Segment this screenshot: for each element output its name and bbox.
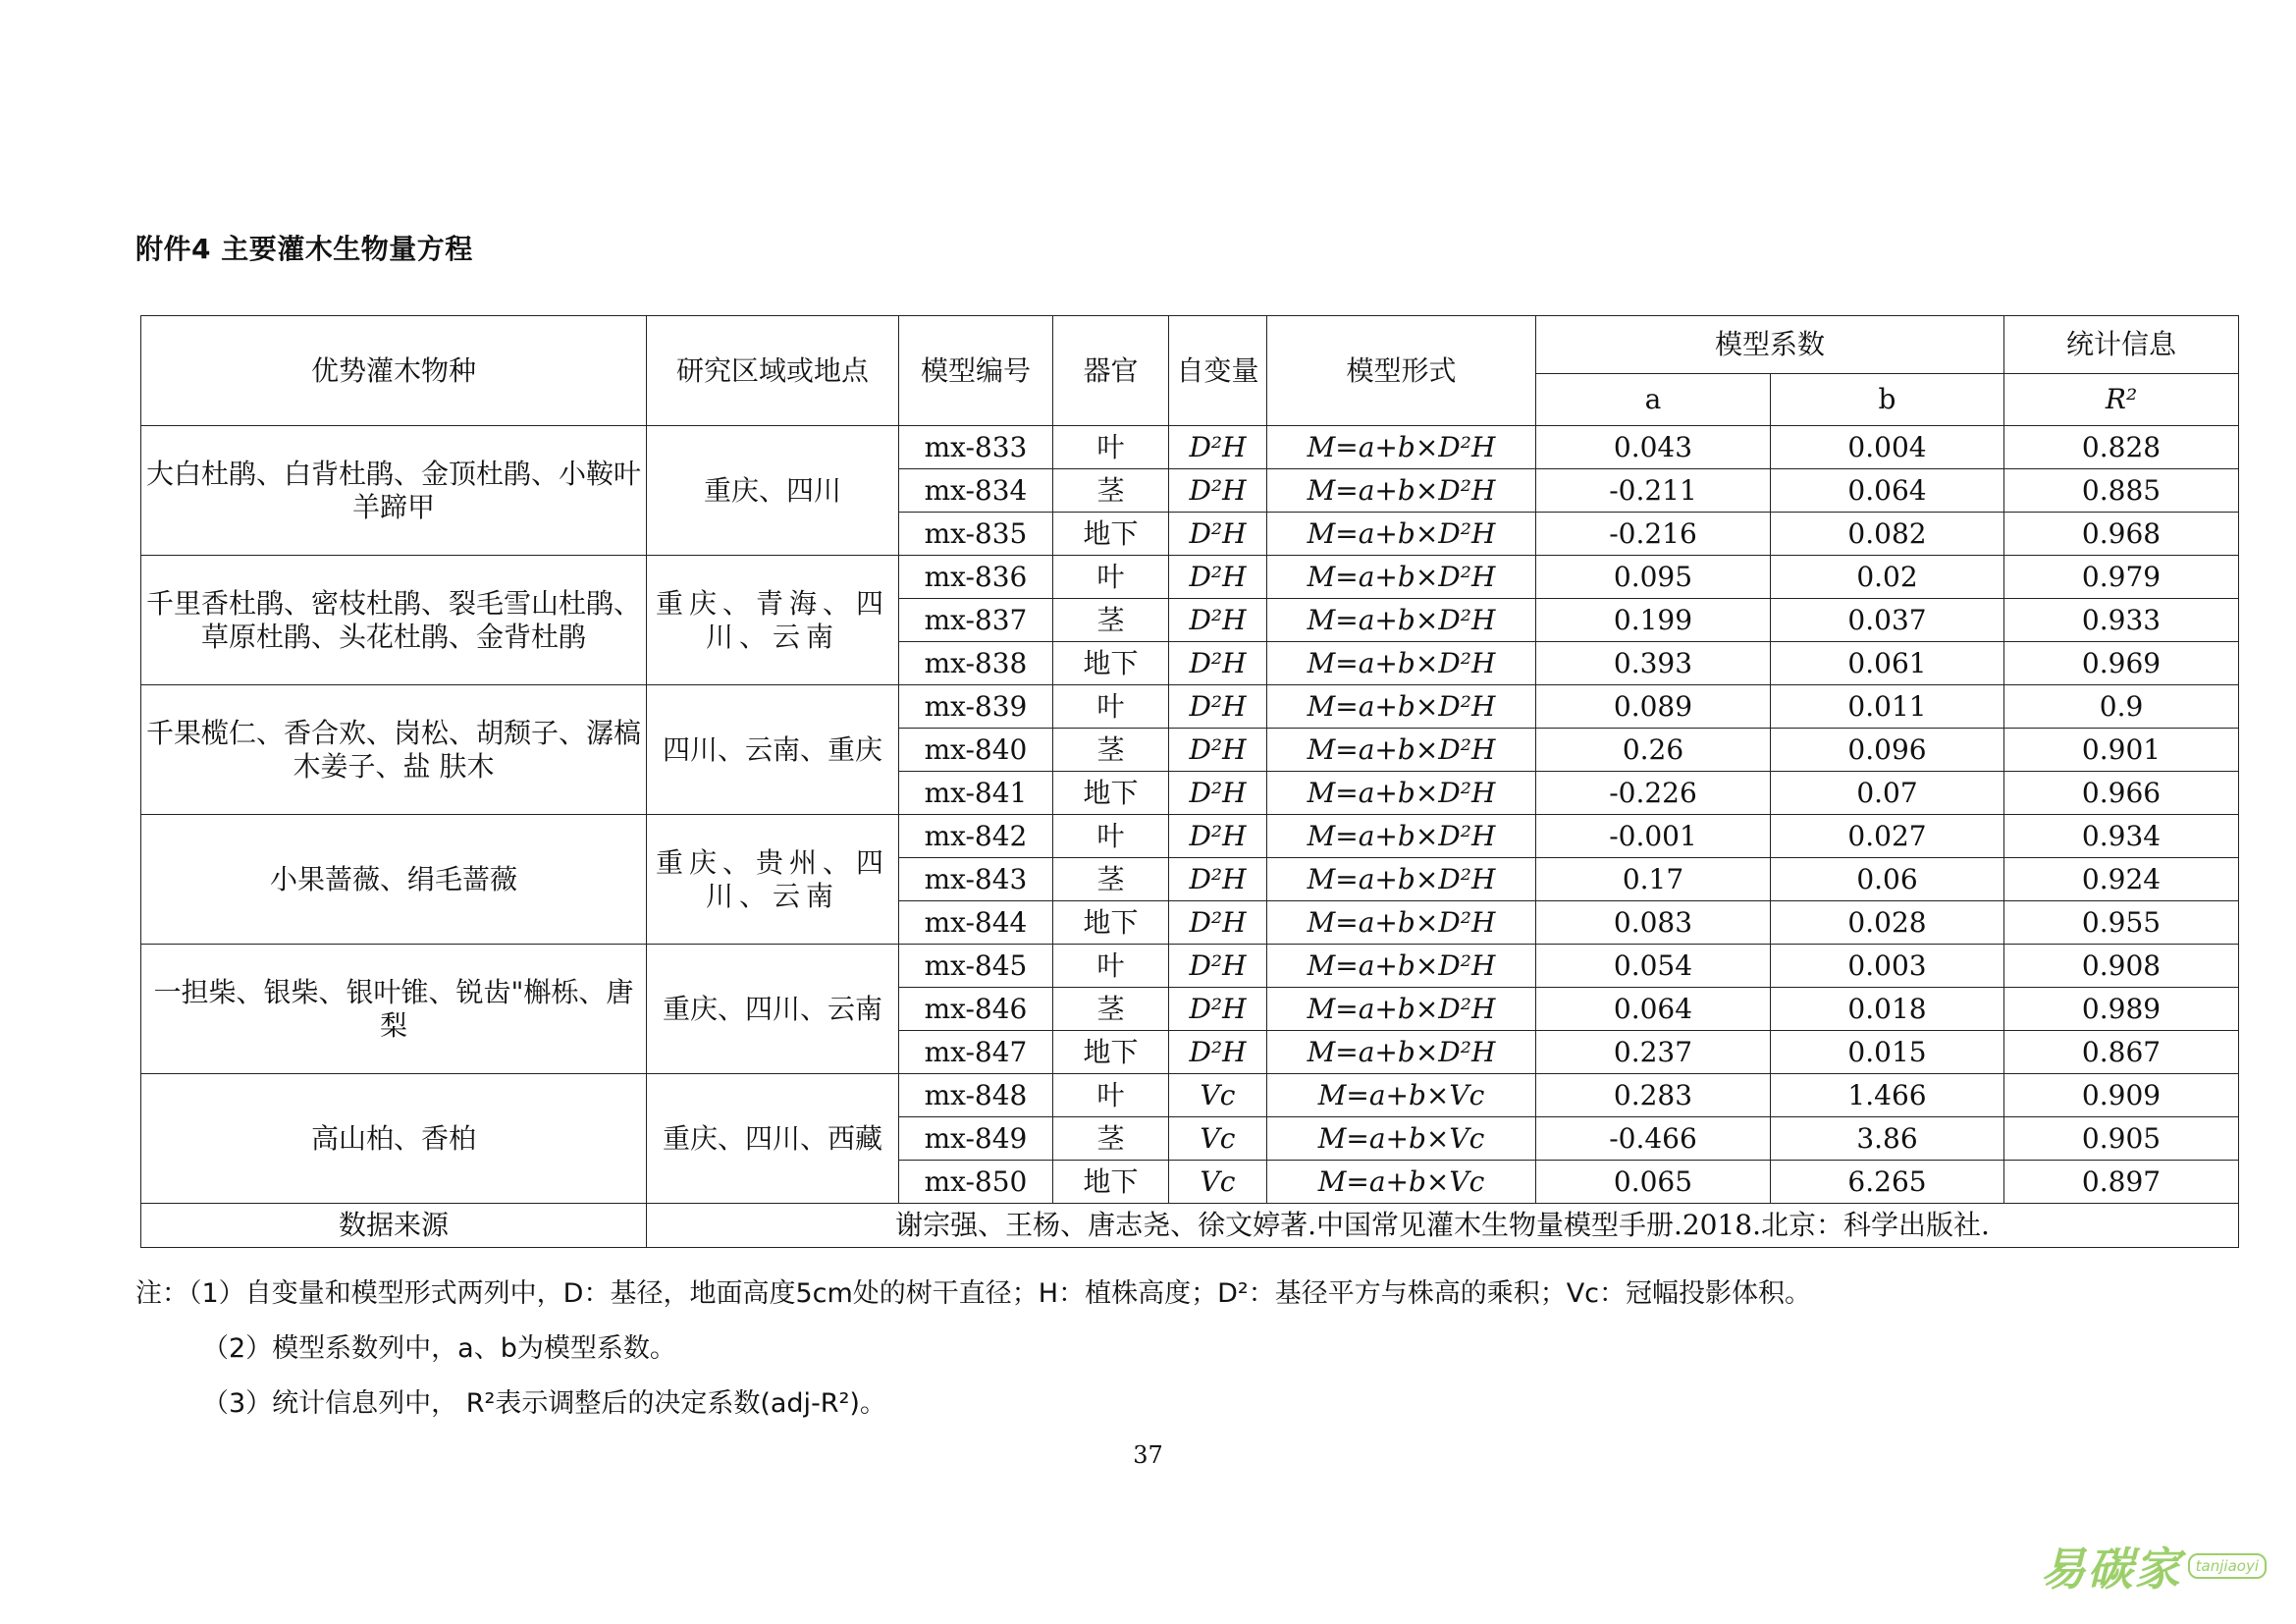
table-row — [141, 556, 2239, 599]
model-form-cell: M=a+b×D²H — [1267, 772, 1536, 815]
region-cell: 重庆、四川、云南 — [647, 945, 899, 1074]
organ-cell: 叶 — [1053, 556, 1169, 599]
r2-cell: 0.934 — [2004, 815, 2239, 858]
table-row — [141, 815, 2239, 858]
model-id-cell: mx-836 — [899, 556, 1053, 599]
model-id-cell: mx-849 — [899, 1117, 1053, 1161]
header-r2: R² — [2004, 374, 2239, 426]
watermark-logo — [2041, 1534, 2267, 1598]
biomass-equation-table — [140, 315, 2239, 1248]
species-cell: 千里香杜鹃、密枝杜鹃、裂毛雪山杜鹃、草原杜鹃、头花杜鹃、金背杜鹃 — [141, 556, 647, 685]
coef-b-cell: 3.86 — [1771, 1117, 2004, 1161]
variable-cell: Vc — [1169, 1074, 1267, 1117]
coef-a-cell: 0.054 — [1536, 945, 1771, 988]
model-form-cell: M=a+b×D²H — [1267, 1031, 1536, 1074]
organ-cell: 地下 — [1053, 772, 1169, 815]
r2-cell: 0.989 — [2004, 988, 2239, 1031]
coef-b-cell: 0.028 — [1771, 901, 2004, 945]
model-id-cell: mx-842 — [899, 815, 1053, 858]
r2-cell: 0.979 — [2004, 556, 2239, 599]
document-title: 附件4 主要灌木生物量方程 — [135, 233, 473, 265]
header-model-form: 模型形式 — [1267, 316, 1536, 426]
header-variable: 自变量 — [1169, 316, 1267, 426]
r2-cell: 0.901 — [2004, 729, 2239, 772]
coef-b-cell: 0.06 — [1771, 858, 2004, 901]
coef-a-cell: 0.065 — [1536, 1161, 1771, 1204]
model-id-cell: mx-848 — [899, 1074, 1053, 1117]
organ-cell: 茎 — [1053, 469, 1169, 513]
model-form-cell: M=a+b×D²H — [1267, 469, 1536, 513]
model-id-cell: mx-838 — [899, 642, 1053, 685]
variable-cell: D²H — [1169, 513, 1267, 556]
organ-cell: 地下 — [1053, 513, 1169, 556]
header-b: b — [1771, 374, 2004, 426]
species-cell: 高山柏、香柏 — [141, 1074, 647, 1204]
coef-a-cell: -0.001 — [1536, 815, 1771, 858]
coef-a-cell: 0.26 — [1536, 729, 1771, 772]
coef-a-cell: -0.211 — [1536, 469, 1771, 513]
variable-cell: D²H — [1169, 642, 1267, 685]
model-form-cell: M=a+b×D²H — [1267, 945, 1536, 988]
region-cell: 重庆、四川 — [647, 426, 899, 556]
coef-a-cell: -0.216 — [1536, 513, 1771, 556]
model-form-cell: M=a+b×Vc — [1267, 1074, 1536, 1117]
coef-b-cell: 0.064 — [1771, 469, 2004, 513]
model-form-cell: M=a+b×D²H — [1267, 556, 1536, 599]
model-form-cell: M=a+b×D²H — [1267, 901, 1536, 945]
coef-a-cell: 0.17 — [1536, 858, 1771, 901]
model-form-cell: M=a+b×D²H — [1267, 858, 1536, 901]
variable-cell: D²H — [1169, 426, 1267, 469]
coef-a-cell: 0.199 — [1536, 599, 1771, 642]
coef-a-cell: 0.393 — [1536, 642, 1771, 685]
model-id-cell: mx-841 — [899, 772, 1053, 815]
organ-cell: 叶 — [1053, 426, 1169, 469]
coef-a-cell: 0.095 — [1536, 556, 1771, 599]
organ-cell: 地下 — [1053, 901, 1169, 945]
r2-cell: 0.933 — [2004, 599, 2239, 642]
variable-cell: D²H — [1169, 685, 1267, 729]
model-id-cell: mx-847 — [899, 1031, 1053, 1074]
species-cell: 一担柴、银柴、银叶锥、锐齿"槲栎、唐梨 — [141, 945, 647, 1074]
r2-cell: 0.867 — [2004, 1031, 2239, 1074]
coef-a-cell: 0.083 — [1536, 901, 1771, 945]
page-number: 37 — [1133, 1441, 1163, 1469]
organ-cell: 叶 — [1053, 685, 1169, 729]
header-model-id: 模型编号 — [899, 316, 1053, 426]
coef-a-cell: -0.466 — [1536, 1117, 1771, 1161]
r2-cell: 0.968 — [2004, 513, 2239, 556]
model-form-cell: M=a+b×D²H — [1267, 988, 1536, 1031]
coef-a-cell: 0.283 — [1536, 1074, 1771, 1117]
table-row — [141, 685, 2239, 729]
organ-cell: 地下 — [1053, 1161, 1169, 1204]
coef-b-cell: 1.466 — [1771, 1074, 2004, 1117]
region-cell: 重庆、四川、西藏 — [647, 1074, 899, 1204]
variable-cell: D²H — [1169, 469, 1267, 513]
species-cell: 小果蔷薇、绢毛蔷薇 — [141, 815, 647, 945]
coef-b-cell: 0.003 — [1771, 945, 2004, 988]
coef-b-cell: 6.265 — [1771, 1161, 2004, 1204]
coef-b-cell: 0.061 — [1771, 642, 2004, 685]
coef-b-cell: 0.082 — [1771, 513, 2004, 556]
model-id-cell: mx-845 — [899, 945, 1053, 988]
variable-cell: Vc — [1169, 1161, 1267, 1204]
variable-cell: D²H — [1169, 815, 1267, 858]
r2-cell: 0.969 — [2004, 642, 2239, 685]
model-id-cell: mx-839 — [899, 685, 1053, 729]
species-cell: 千果榄仁、香合欢、岗松、胡颓子、潺槁木姜子、盐 肤木 — [141, 685, 647, 815]
organ-cell: 茎 — [1053, 858, 1169, 901]
organ-cell: 茎 — [1053, 988, 1169, 1031]
header-organ: 器官 — [1053, 316, 1169, 426]
coef-b-cell: 0.07 — [1771, 772, 2004, 815]
coef-a-cell: -0.226 — [1536, 772, 1771, 815]
coef-b-cell: 0.011 — [1771, 685, 2004, 729]
coef-a-cell: 0.089 — [1536, 685, 1771, 729]
model-id-cell: mx-844 — [899, 901, 1053, 945]
model-form-cell: M=a+b×Vc — [1267, 1117, 1536, 1161]
variable-cell: D²H — [1169, 729, 1267, 772]
organ-cell: 叶 — [1053, 1074, 1169, 1117]
coef-a-cell: 0.064 — [1536, 988, 1771, 1031]
variable-cell: D²H — [1169, 858, 1267, 901]
notes — [135, 1267, 1811, 1432]
organ-cell: 地下 — [1053, 642, 1169, 685]
source-text: 谢宗强、王杨、唐志尧、徐文婷著.中国常见灌木生物量模型手册.2018.北京：科学出版社. — [647, 1204, 2239, 1248]
organ-cell: 地下 — [1053, 1031, 1169, 1074]
organ-cell: 茎 — [1053, 599, 1169, 642]
organ-cell: 叶 — [1053, 815, 1169, 858]
r2-cell: 0.955 — [2004, 901, 2239, 945]
variable-cell: D²H — [1169, 988, 1267, 1031]
table-row — [141, 945, 2239, 988]
model-id-cell: mx-837 — [899, 599, 1053, 642]
organ-cell: 茎 — [1053, 1117, 1169, 1161]
model-form-cell: M=a+b×D²H — [1267, 685, 1536, 729]
model-id-cell: mx-835 — [899, 513, 1053, 556]
r2-cell: 0.828 — [2004, 426, 2239, 469]
model-form-cell: M=a+b×D²H — [1267, 642, 1536, 685]
r2-cell: 0.9 — [2004, 685, 2239, 729]
variable-cell: D²H — [1169, 556, 1267, 599]
header-region: 研究区域或地点 — [647, 316, 899, 426]
coef-a-cell: 0.043 — [1536, 426, 1771, 469]
source-label: 数据来源 — [141, 1204, 647, 1248]
header-coefficients: 模型系数 — [1536, 316, 2004, 374]
coef-b-cell: 0.027 — [1771, 815, 2004, 858]
note-2: （2）模型系数列中，a、b为模型系数。 — [202, 1333, 676, 1364]
model-form-cell: M=a+b×D²H — [1267, 513, 1536, 556]
r2-cell: 0.924 — [2004, 858, 2239, 901]
coef-a-cell: 0.237 — [1536, 1031, 1771, 1074]
coef-b-cell: 0.015 — [1771, 1031, 2004, 1074]
organ-cell: 叶 — [1053, 945, 1169, 988]
coef-b-cell: 0.037 — [1771, 599, 2004, 642]
variable-cell: D²H — [1169, 901, 1267, 945]
coef-b-cell: 0.004 — [1771, 426, 2004, 469]
model-id-cell: mx-834 — [899, 469, 1053, 513]
header-statistics: 统计信息 — [2004, 316, 2239, 374]
watermark-sub: tanjiaoyi — [2188, 1553, 2267, 1579]
model-form-cell: M=a+b×D²H — [1267, 426, 1536, 469]
organ-cell: 茎 — [1053, 729, 1169, 772]
coef-b-cell: 0.096 — [1771, 729, 2004, 772]
model-form-cell: M=a+b×Vc — [1267, 1161, 1536, 1204]
model-id-cell: mx-843 — [899, 858, 1053, 901]
variable-cell: Vc — [1169, 1117, 1267, 1161]
coef-b-cell: 0.02 — [1771, 556, 2004, 599]
region-cell: 重庆、贵州、四川、云南 — [647, 815, 899, 945]
model-id-cell: mx-840 — [899, 729, 1053, 772]
watermark-main: 易碳家 — [2040, 1543, 2182, 1596]
note-3: （3）统计信息列中， R²表示调整后的决定系数(adj-R²)。 — [202, 1388, 886, 1419]
model-id-cell: mx-850 — [899, 1161, 1053, 1204]
model-id-cell: mx-846 — [899, 988, 1053, 1031]
note-1: 注：（1）自变量和模型形式两列中，D：基径，地面高度5cm处的树干直径；H：植株高度；D²：基径平方与株高的乘积；Vc：冠幅投影体积。 — [135, 1278, 1812, 1309]
model-id-cell: mx-833 — [899, 426, 1053, 469]
r2-cell: 0.885 — [2004, 469, 2239, 513]
species-cell: 大白杜鹃、白背杜鹃、金顶杜鹃、小鞍叶羊蹄甲 — [141, 426, 647, 556]
table-row — [141, 1074, 2239, 1117]
coef-b-cell: 0.018 — [1771, 988, 2004, 1031]
model-form-cell: M=a+b×D²H — [1267, 599, 1536, 642]
r2-cell: 0.966 — [2004, 772, 2239, 815]
region-cell: 四川、云南、重庆 — [647, 685, 899, 815]
r2-cell: 0.908 — [2004, 945, 2239, 988]
r2-cell: 0.909 — [2004, 1074, 2239, 1117]
header-a: a — [1536, 374, 1771, 426]
variable-cell: D²H — [1169, 599, 1267, 642]
header-species: 优势灌木物种 — [141, 316, 647, 426]
model-form-cell: M=a+b×D²H — [1267, 815, 1536, 858]
r2-cell: 0.897 — [2004, 1161, 2239, 1204]
variable-cell: D²H — [1169, 1031, 1267, 1074]
variable-cell: D²H — [1169, 945, 1267, 988]
table-row — [141, 426, 2239, 469]
variable-cell: D²H — [1169, 772, 1267, 815]
model-form-cell: M=a+b×D²H — [1267, 729, 1536, 772]
region-cell: 重庆、青海、四川、云南 — [647, 556, 899, 685]
r2-cell: 0.905 — [2004, 1117, 2239, 1161]
table-body — [141, 426, 2239, 1204]
